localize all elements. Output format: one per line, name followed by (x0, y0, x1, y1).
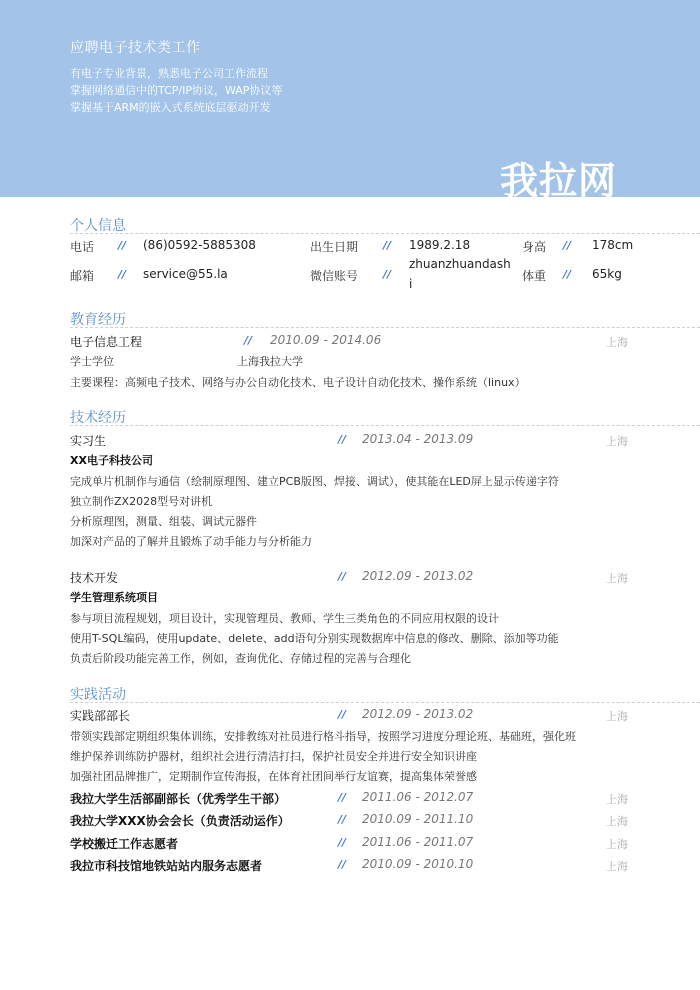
practice-detail: 维护保养训练防护器材，组织社会进行清洁打扫，保护社员安全并进行安全知识讲座 (70, 750, 477, 763)
section-title-education: 教育经历 (70, 312, 126, 328)
section-divider (70, 233, 700, 234)
wechat-value-cont: i (409, 277, 413, 291)
experience-title: 实习生 (70, 434, 107, 448)
weight-value: 65kg (592, 267, 622, 281)
separator: // (338, 570, 347, 583)
weight-label: 体重 (522, 269, 547, 283)
birth-value: 1989.2.18 (409, 238, 471, 252)
experience-company: XX电子科技公司 (70, 454, 153, 467)
separator: // (118, 239, 127, 252)
practice-title: 实践部部长 (70, 709, 131, 723)
practice-item-period: 2011.06 - 2011.07 (362, 835, 474, 849)
summary-line: 掌握网络通信中的TCP/IP协议，WAP协议等 (70, 84, 283, 97)
practice-place: 上海 (606, 710, 628, 723)
separator: // (563, 239, 572, 252)
experience-company: 学生管理系统项目 (70, 591, 158, 604)
height-value: 178cm (592, 238, 634, 252)
wechat-label: 微信账号 (310, 269, 359, 283)
practice-item-place: 上海 (606, 793, 628, 806)
practice-item-period: 2010.09 - 2010.10 (362, 857, 474, 871)
experience-period: 2013.04 - 2013.09 (362, 432, 474, 446)
separator: // (338, 836, 347, 849)
section-title-practice: 实践活动 (70, 687, 126, 703)
experience-detail: 负责后阶段功能完善工作，例如，查询优化、存储过程的完善与合理化 (70, 652, 411, 665)
summary-line: 有电子专业背景，熟悉电子公司工作流程 (70, 67, 268, 80)
experience-detail: 分析原理图，测量、组装、调试元器件 (70, 515, 257, 528)
experience-detail: 独立制作ZX2028型号对讲机 (70, 495, 213, 508)
experience-period: 2012.09 - 2013.02 (362, 569, 474, 583)
experience-place: 上海 (606, 572, 628, 585)
education-courses: 主要课程：高频电子技术、网络与办公自动化技术、电子设计自动化技术、操作系统（linux） (70, 376, 526, 389)
height-label: 身高 (522, 240, 547, 254)
separator: // (338, 791, 347, 804)
experience-detail: 完成单片机制作与通信（绘制原理图、建立PCB版图、焊接、调试），使其能在LED屏上显示传递字符 (70, 475, 559, 488)
experience-detail: 加深对产品的了解并且锻炼了动手能力与分析能力 (70, 535, 312, 548)
separator: // (383, 239, 392, 252)
practice-item-title: 我拉大学XXX协会会长（负责活动运作） (70, 814, 290, 828)
practice-item-title: 我拉市科技馆地铁站站内服务志愿者 (70, 859, 263, 873)
birth-label: 出生日期 (310, 240, 359, 254)
education-period: 2010.09 - 2014.06 (270, 333, 382, 347)
education-place: 上海 (606, 336, 628, 349)
education-degree: 学士学位 (70, 355, 114, 368)
separator: // (338, 433, 347, 446)
job-objective: 应聘电子技术类工作 (70, 40, 201, 56)
brand-logo-text: 我拉网 (500, 159, 618, 203)
practice-item-period: 2010.09 - 2011.10 (362, 812, 474, 826)
experience-detail: 使用T-SQL编码，使用update、delete、add语句分别实现数据库中信息的修改、删除、添加等功能 (70, 632, 559, 645)
separator: // (563, 268, 572, 281)
separator: // (118, 268, 127, 281)
section-title-personal: 个人信息 (70, 218, 126, 234)
email-label: 邮箱 (70, 269, 95, 283)
phone-label: 电话 (70, 240, 95, 254)
education-school: 上海我拉大学 (237, 355, 303, 368)
email-value: service@55.la (143, 267, 228, 281)
practice-item-place: 上海 (606, 860, 628, 873)
separator: // (338, 858, 347, 871)
education-major: 电子信息工程 (70, 335, 143, 349)
section-divider (70, 702, 700, 703)
phone-value: (86)0592-5885308 (143, 238, 256, 252)
practice-detail: 带领实践部定期组织集体训练，安排教练对社员进行格斗指导，按照学习进度分理论班、基础班，强化班 (70, 730, 576, 743)
section-title-experience: 技术经历 (70, 410, 126, 426)
practice-item-place: 上海 (606, 838, 628, 851)
practice-item-period: 2011.06 - 2012.07 (362, 790, 474, 804)
experience-detail: 参与项目流程规划，项目设计，实现管理员、教师、学生三类角色的不同应用权限的设计 (70, 612, 499, 625)
summary-line: 掌握基于ARM的嵌入式系统底层驱动开发 (70, 101, 271, 114)
separator: // (338, 813, 347, 826)
practice-period: 2012.09 - 2013.02 (362, 707, 474, 721)
wechat-value: zhuanzhuandash (409, 257, 511, 271)
header-banner (0, 0, 700, 203)
practice-item-title: 我拉大学生活部副部长（优秀学生干部） (70, 792, 287, 806)
separator: // (383, 268, 392, 281)
section-divider (70, 327, 700, 328)
experience-title: 技术开发 (70, 571, 119, 585)
experience-place: 上海 (606, 435, 628, 448)
practice-detail: 加强社团品牌推广，定期制作宣传海报，在体育社团间举行友谊赛，提高集体荣誉感 (70, 770, 477, 783)
section-divider (70, 425, 700, 426)
separator: // (244, 334, 253, 347)
separator: // (338, 708, 347, 721)
practice-item-title: 学校搬迁工作志愿者 (70, 837, 179, 851)
practice-item-place: 上海 (606, 815, 628, 828)
